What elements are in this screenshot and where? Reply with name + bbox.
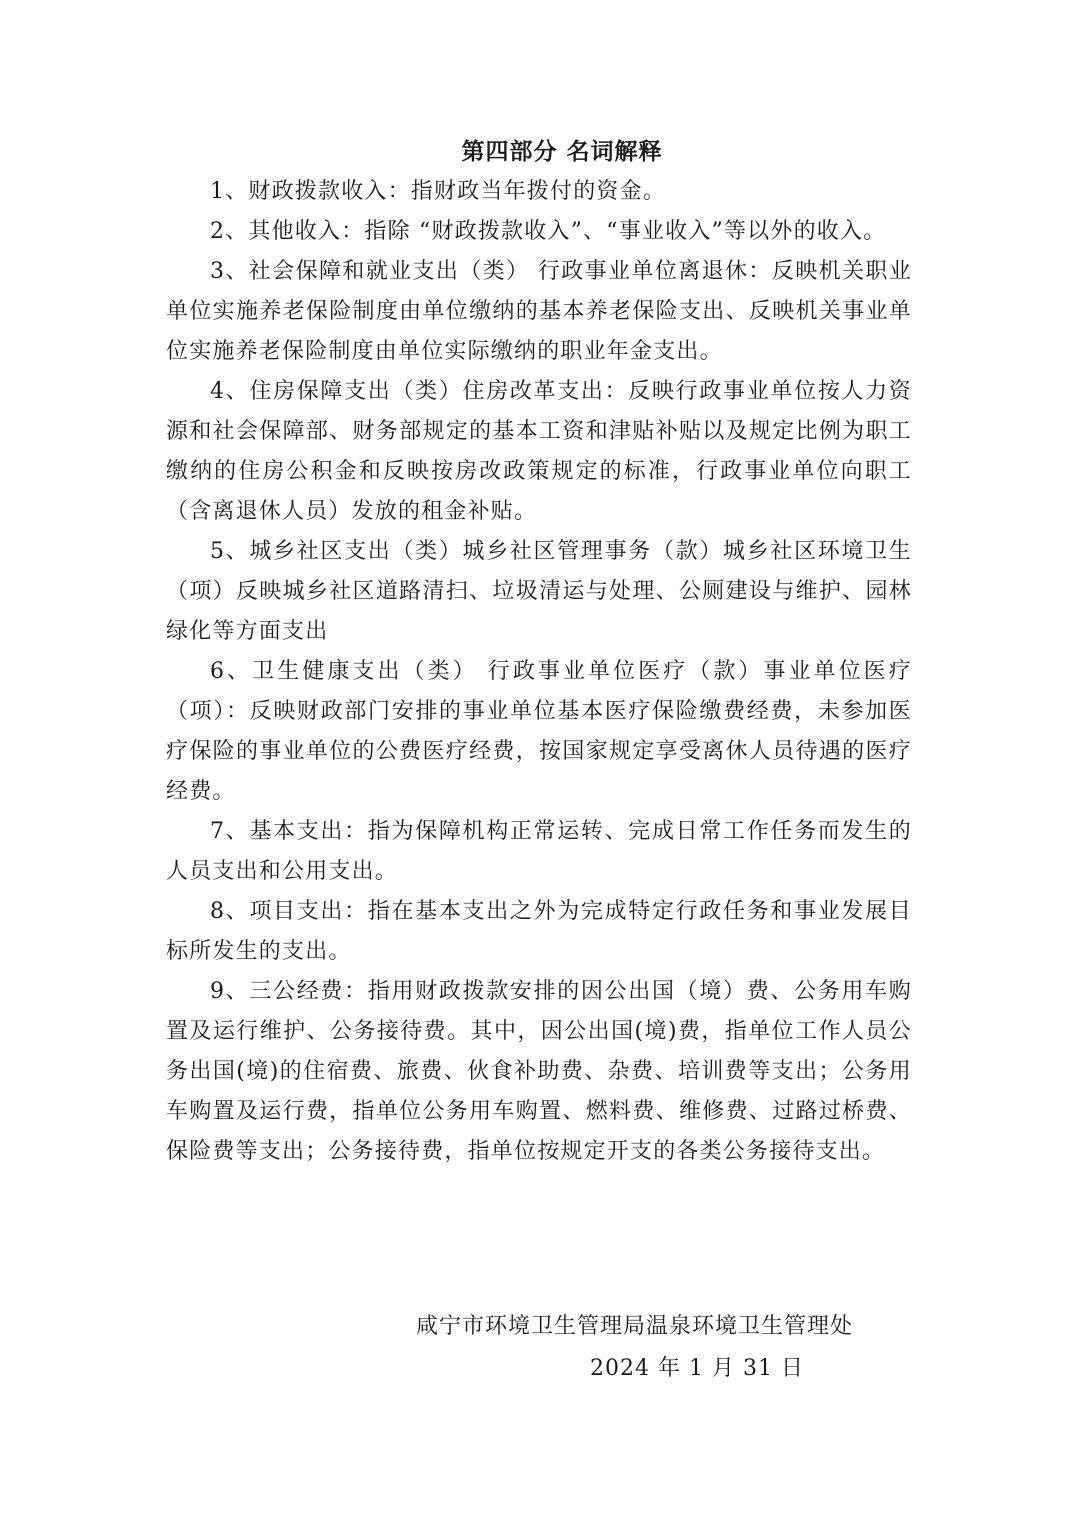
signature-organization: 咸宁市环境卫生管理局温泉环境卫生管理处 xyxy=(416,1314,854,1339)
paragraph-9: 9、三公经费：指用财政拨款安排的因公出国（境）费、公务用车购置及运行维护、公务接待费。其中，因公出国(境)费，指单位工作人员公务出国(境)的住宿费、旅费、伙食补助费、杂费、培训费等支出；公务用车购置及运行费，指单位公务用车购置、燃料费、维修费、过路过桥费、保险费等支出；公务接待费，指单位按规定开支的各类公务接待支出。 xyxy=(166,979,912,1164)
paragraph-4: 4、住房保障支出（类）住房改革支出：反映行政事业单位按人力资源和社会保障部、财务部规定的基本工资和津贴补贴以及规定比例为职工缴纳的住房公积金和反映按房改政策规定的标准，行政事业单位向职工（含离退休人员）发放的租金补贴。 xyxy=(166,379,912,524)
paragraph-8: 8、项目支出：指在基本支出之外为完成特定行政任务和事业发展目标所发生的支出。 xyxy=(166,899,912,964)
paragraph-2: 2、其他收入：指除 “财政拨款收入”、“事业收入”等以外的收入。 xyxy=(210,219,887,244)
document-body xyxy=(166,172,912,1172)
paragraph-3: 3、社会保障和就业支出（类） 行政事业单位离退休：反映机关职业单位实施养老保险制度由单位缴纳的基本养老保险支出、反映机关事业单位实施养老保险制度由单位实际缴纳的职业年金支出。 xyxy=(166,259,912,364)
paragraph-1: 1、财政拨款收入：指财政当年拨付的资金。 xyxy=(210,179,666,204)
page-title: 第四部分 名词解释 xyxy=(461,139,663,165)
paragraph-5: 5、城乡社区支出（类）城乡社区管理事务（款）城乡社区环境卫生（项）反映城乡社区道路清扫、垃圾清运与处理、公厕建设与维护、园林绿化等方面支出 xyxy=(166,539,912,644)
paragraph-6: 6、卫生健康支出（类） 行政事业单位医疗（款）事业单位医疗（项）：反映财政部门安排的事业单位基本医疗保险缴费经费，未参加医疗保险的事业单位的公费医疗经费，按国家规定享受离休人员待遇的医疗经费。 xyxy=(166,659,912,804)
paragraph-7: 7、基本支出：指为保障机构正常运转、完成日常工作任务而发生的人员支出和公用支出。 xyxy=(166,819,912,884)
signature-date: 2024 年 1 月 31 日 xyxy=(590,1356,804,1381)
